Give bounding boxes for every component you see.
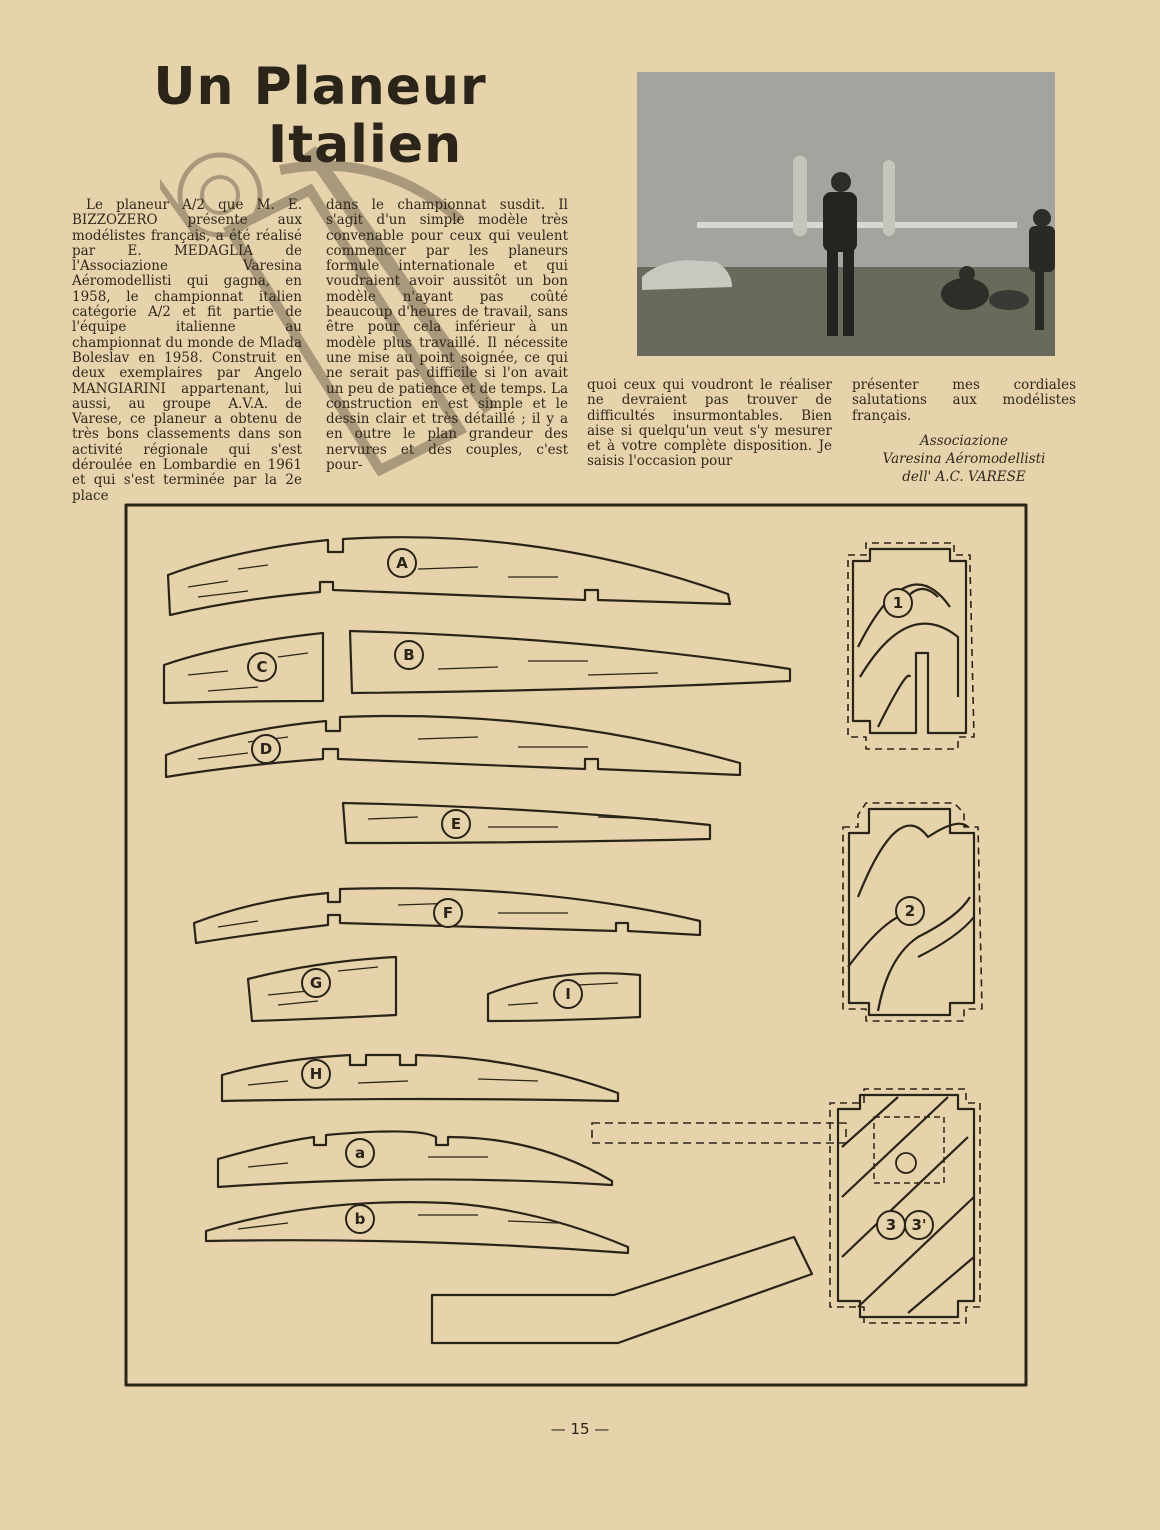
rib-C bbox=[164, 633, 323, 703]
svg-text:C: C bbox=[256, 658, 268, 676]
svg-text:2: 2 bbox=[904, 902, 916, 920]
label-F bbox=[434, 899, 462, 927]
signature bbox=[852, 432, 1076, 486]
rib-H bbox=[222, 1055, 618, 1101]
label-I bbox=[554, 980, 582, 1008]
svg-text:B: B bbox=[403, 646, 415, 664]
svg-text:b: b bbox=[354, 1210, 366, 1228]
signature-line-3: dell' A.C. VARESE bbox=[902, 468, 1026, 485]
label-b bbox=[346, 1205, 374, 1233]
label-A bbox=[388, 549, 416, 577]
rib-a bbox=[218, 1131, 612, 1187]
label-former-2 bbox=[896, 897, 924, 925]
label-H bbox=[302, 1060, 330, 1088]
label-E bbox=[442, 810, 470, 838]
label-C bbox=[248, 653, 276, 681]
label-former-1 bbox=[884, 589, 912, 617]
former-1 bbox=[848, 543, 974, 749]
rib-and-former-plan bbox=[118, 497, 1034, 1395]
svg-text:E: E bbox=[450, 815, 462, 833]
label-a bbox=[346, 1139, 374, 1167]
svg-text:1: 1 bbox=[892, 594, 904, 612]
page-number: — 15 — bbox=[550, 1420, 610, 1438]
rib-A bbox=[168, 537, 730, 615]
signature-line-2: Varesina Aéromodellisti bbox=[882, 450, 1046, 467]
signature-line-1: Associazione bbox=[920, 432, 1008, 449]
rib-E bbox=[343, 803, 710, 843]
article-column-4 bbox=[852, 378, 1076, 486]
label-former-O bbox=[896, 1153, 916, 1173]
svg-text:3': 3' bbox=[911, 1216, 927, 1234]
rib-b bbox=[206, 1202, 628, 1253]
svg-text:I: I bbox=[565, 985, 571, 1003]
svg-text:G: G bbox=[309, 974, 323, 992]
former-3 bbox=[592, 1089, 980, 1323]
title-line-1: Un Planeur bbox=[153, 57, 487, 117]
article-title bbox=[100, 58, 540, 174]
label-B bbox=[395, 641, 423, 669]
svg-text:D: D bbox=[259, 740, 273, 758]
label-former-3 bbox=[877, 1211, 905, 1239]
article-column-3: quoi ceux qui voudront le réaliser ne devraient pas trouver de difficultés insurmontables. Bien aise si quelqu'un veut s'y mesurer et à votre complète disposition. Je saisis l'occasion pour bbox=[587, 377, 832, 470]
glider-photo bbox=[637, 72, 1055, 356]
article-column-1: Le planeur A/2 que M. E. BIZZOZERO présente aux modélistes français, a été réalisé par E. MEDAGLIA de l'Associazione Varesina Aéromodellisti qui gagna, en 1958, le championnat italien catégorie A/2 et fit partie de l'équipe italienne au championnat du monde de Mlada Boleslav en 1958. Construit en deux exemplaires par Angelo MANGIARINI appartenant, lui aussi, au groupe A.V.A. de Varese, ce planeur a obtenu de très bons classements dans son activité régionale qui s'est déroulée en Lombardie en 1961 et qui s'est terminée par la 2e place bbox=[72, 197, 302, 504]
title-line-2: Italien bbox=[267, 115, 463, 175]
svg-text:A: A bbox=[396, 554, 408, 572]
svg-text:F: F bbox=[442, 904, 454, 922]
article-column-2: dans le championnat susdit. Il s'agit d'un simple modèle très convenable pour ceux qui veulent commencer par les planeurs formule internationale et qui voudraient avoir aussitôt un bon modèle n'ayant pas coûté beaucoup d'heures de travail, sans être pour cela inférieur à un modèle plus travaillé. Il nécessite une mise au point soignée, ce qui ne serait pas difficile si l'on avait un peu de patience et de temps. La construction en est simple et le dessin clair et très détaillé ; il y a en outre le plan grandeur des nervures et des couples, c'est pour- bbox=[326, 197, 568, 474]
svg-text:a: a bbox=[354, 1144, 366, 1162]
label-G bbox=[302, 969, 330, 997]
closing-text: présenter mes cordiales salutations aux modélistes français. bbox=[852, 377, 1076, 424]
svg-text:H: H bbox=[309, 1065, 323, 1083]
svg-text:3: 3 bbox=[885, 1216, 897, 1234]
label-former-3-prime bbox=[905, 1211, 933, 1239]
svg-text:O: O bbox=[900, 1157, 912, 1171]
label-D bbox=[252, 735, 280, 763]
